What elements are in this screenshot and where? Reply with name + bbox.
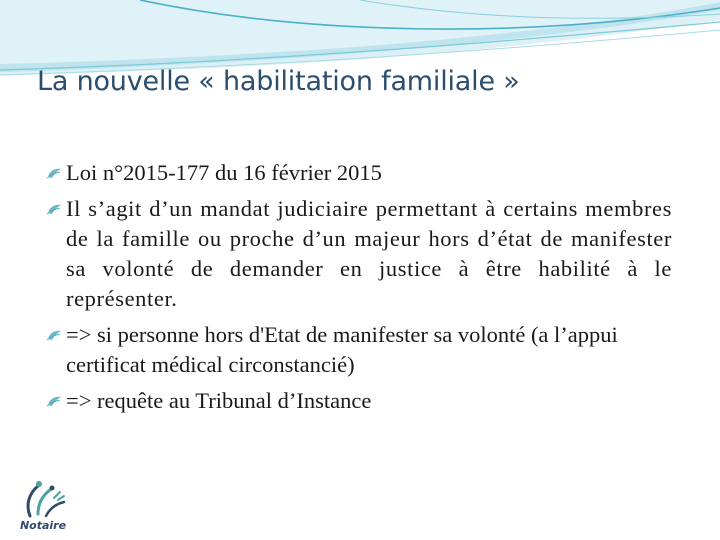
- bullet-item: [46, 320, 672, 380]
- bullet-text: Il s’agit d’un mandat judiciaire permettant à certains membres de la famille ou proche d’un majeur hors d’état de manifester sa volonté de demander en justice à être habilité à le représenter.: [66, 196, 672, 311]
- bullet-item: [46, 386, 672, 416]
- bullet-item: [46, 158, 672, 188]
- bullet-list: [46, 158, 672, 422]
- bullet-text: => si personne hors d'Etat de manifester sa volonté (a l’appui certificat médical circonstancié): [66, 322, 618, 377]
- bullet-item: [46, 194, 672, 314]
- notaire-logo-icon: [8, 478, 78, 520]
- bullet-icon: [46, 395, 62, 407]
- bullet-icon: [46, 203, 62, 215]
- notaire-logo: [8, 478, 78, 538]
- bullet-icon: [46, 167, 62, 179]
- slide-title: La nouvelle « habilitation familiale »: [37, 66, 520, 97]
- bullet-text: Loi n°2015-177 du 16 février 2015: [66, 160, 382, 185]
- bullet-icon: [46, 329, 62, 341]
- bullet-text: => requête au Tribunal d’Instance: [66, 388, 372, 413]
- logo-caption: Notaire: [19, 519, 67, 532]
